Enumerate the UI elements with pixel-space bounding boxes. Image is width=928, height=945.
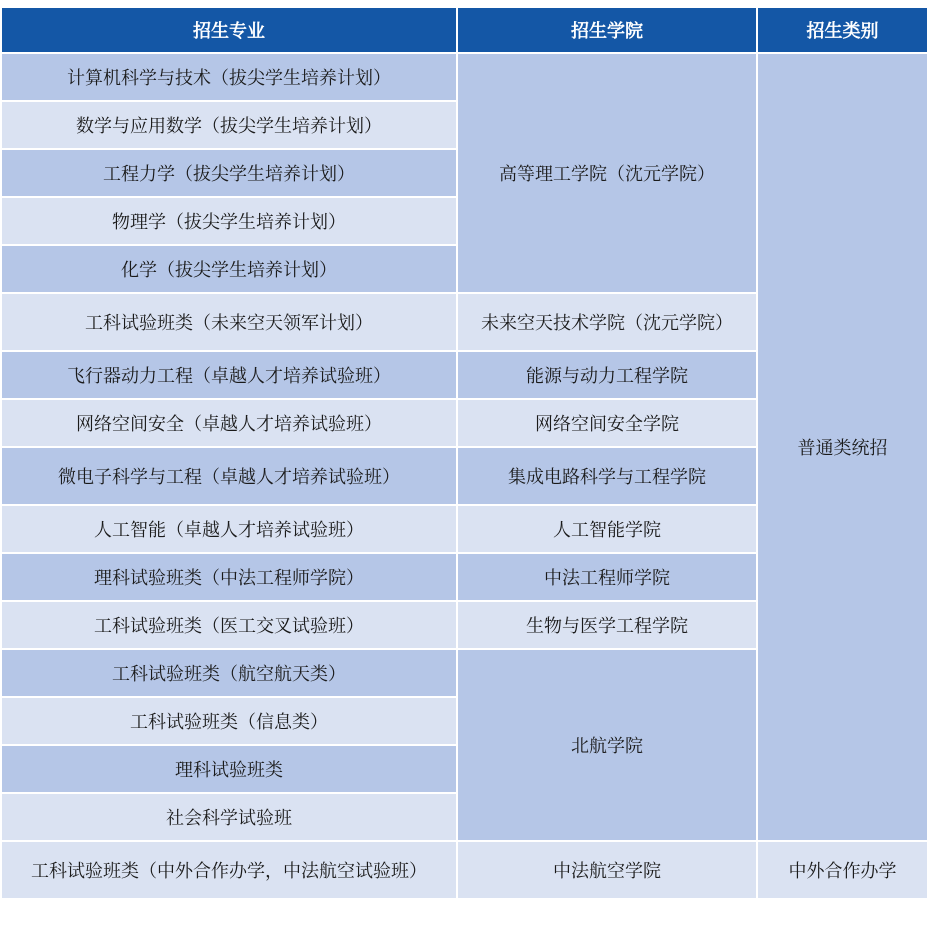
college-cell: 未来空天技术学院（沈元学院） [457,293,757,351]
major-cell: 工科试验班类（信息类） [1,697,457,745]
major-cell: 计算机科学与技术（拔尖学生培养计划） [1,53,457,101]
major-cell: 理科试验班类 [1,745,457,793]
major-cell: 化学（拔尖学生培养计划） [1,245,457,293]
header-row [1,7,928,53]
header-major: 招生专业 [1,7,457,53]
major-cell: 网络空间安全（卓越人才培养试验班） [1,399,457,447]
major-cell: 飞行器动力工程（卓越人才培养试验班） [1,351,457,399]
admissions-table [0,6,928,900]
table-row [1,841,928,899]
major-cell: 物理学（拔尖学生培养计划） [1,197,457,245]
major-cell: 工科试验班类（中外合作办学，中法航空试验班） [1,841,457,899]
major-cell: 工科试验班类（医工交叉试验班） [1,601,457,649]
college-cell: 人工智能学院 [457,505,757,553]
category-cell-general: 普通类统招 [757,53,928,841]
college-cell: 网络空间安全学院 [457,399,757,447]
category-cell: 中外合作办学 [757,841,928,899]
major-cell: 工科试验班类（航空航天类） [1,649,457,697]
college-cell-beihang: 北航学院 [457,649,757,841]
college-cell: 集成电路科学与工程学院 [457,447,757,505]
major-cell: 工程力学（拔尖学生培养计划） [1,149,457,197]
college-cell: 生物与医学工程学院 [457,601,757,649]
college-cell: 中法航空学院 [457,841,757,899]
major-cell: 理科试验班类（中法工程师学院） [1,553,457,601]
major-cell: 社会科学试验班 [1,793,457,841]
header-category: 招生类别 [757,7,928,53]
header-college: 招生学院 [457,7,757,53]
table-row [1,53,928,101]
major-cell: 微电子科学与工程（卓越人才培养试验班） [1,447,457,505]
college-cell: 中法工程师学院 [457,553,757,601]
college-cell: 能源与动力工程学院 [457,351,757,399]
major-cell: 人工智能（卓越人才培养试验班） [1,505,457,553]
major-cell: 工科试验班类（未来空天领军计划） [1,293,457,351]
college-cell-gaodeng: 高等理工学院（沈元学院） [457,53,757,293]
major-cell: 数学与应用数学（拔尖学生培养计划） [1,101,457,149]
